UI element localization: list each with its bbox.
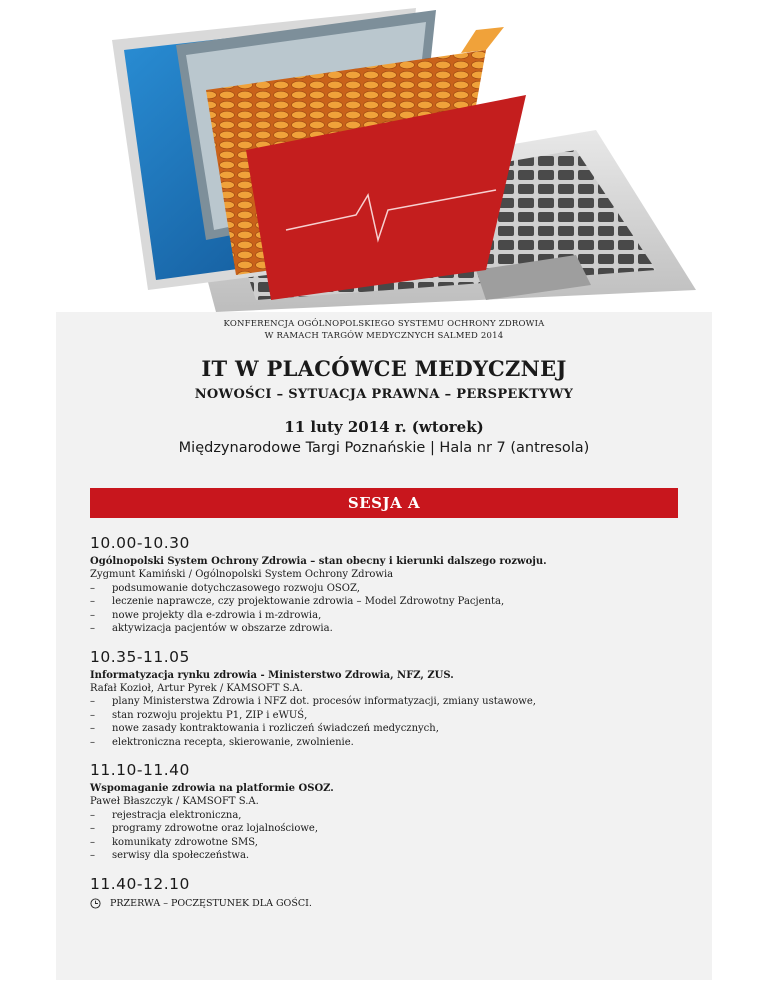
slot-time: 10.00-10.30 <box>90 534 190 552</box>
topic-item: – programy zdrowotne oraz lojalnościowe, <box>90 822 690 836</box>
topic-item: – podsumowanie dotychczasowego rozwoju OSOZ, <box>90 582 690 596</box>
talk-title: Informatyzacja rynku zdrowia - Ministerstwo Zdrowia, NFZ, ZUS. <box>90 669 454 681</box>
clock-icon <box>90 898 101 909</box>
agenda-slot <box>90 648 690 750</box>
break-slot <box>90 875 690 909</box>
topic-list <box>90 582 690 636</box>
page-subtitle: NOWOŚCI – SYTUACJA PRAWNA – PERSPEKTYWY <box>194 387 574 402</box>
topic-item: – serwisy dla społeczeństwa. <box>90 849 690 863</box>
slot-time: 11.10-11.40 <box>90 761 190 779</box>
topic-item: – leczenie naprawcze, czy projektowanie zdrowia – Model Zdrowotny Pacjenta, <box>90 595 690 609</box>
slot-time: 10.35-11.05 <box>90 647 190 666</box>
agenda-slot <box>90 761 690 863</box>
laptop-illustration <box>56 0 712 312</box>
speaker: Rafał Kozioł, Artur Pyrek / KAMSOFT S.A. <box>90 682 303 694</box>
conference-line-2: W RAMACH TARGÓW MEDYCZNYCH SALMED 2014 <box>264 331 504 341</box>
break-info <box>90 898 690 909</box>
topic-item: – nowe zasady kontraktowania i rozliczeń świadczeń medycznych, <box>90 722 690 736</box>
speaker: Zygmunt Kamiński / Ogólnopolski System Ochrony Zdrowia <box>90 569 394 580</box>
topic-item: – aktywizacja pacjentów w obszarze zdrowia. <box>90 622 690 636</box>
speaker: Paweł Błaszczyk / KAMSOFT S.A. <box>90 796 259 807</box>
session-banner: SESJA A <box>90 488 678 518</box>
topic-item: – elektroniczna recepta, skierowanie, zwolnienie. <box>90 736 690 750</box>
hero-image <box>56 0 712 312</box>
slot-time: 11.40-12.10 <box>90 874 190 893</box>
topic-list <box>90 809 690 863</box>
topic-item: – komunikaty zdrowotne SMS, <box>90 836 690 850</box>
break-text: PRZERWA – POCZĘSTUNEK DLA GOŚCI. <box>110 897 312 909</box>
conference-header <box>56 318 712 456</box>
topic-list <box>90 695 690 749</box>
page-title: IT W PLACÓWCE MEDYCZNEJ <box>201 356 567 381</box>
topic-item: – nowe projekty dla e-zdrowia i m-zdrowia, <box>90 609 690 623</box>
conference-line-1: KONFERENCJA OGÓLNOPOLSKIEGO SYSTEMU OCHRONY ZDROWIA <box>223 319 545 329</box>
agenda-slot <box>90 534 690 636</box>
topic-item: – rejestracja elektroniczna, <box>90 809 690 823</box>
topic-item: – plany Ministerstwa Zdrowia i NFZ dot. procesów informatyzacji, zmiany ustawowe, <box>90 695 690 709</box>
event-venue: Międzynarodowe Targi Poznańskie | Hala nr 7 (antresola) <box>178 440 590 456</box>
talk-title: Ogólnopolski System Ochrony Zdrowia – stan obecny i kierunki dalszego rozwoju. <box>90 556 547 567</box>
talk-title: Wspomaganie zdrowia na platformie OSOZ. <box>90 783 334 794</box>
agenda <box>90 534 690 921</box>
topic-item: – stan rozwoju projektu P1, ZIP i eWUŚ, <box>90 709 690 723</box>
event-date: 11 luty 2014 r. (wtorek) <box>284 418 484 436</box>
